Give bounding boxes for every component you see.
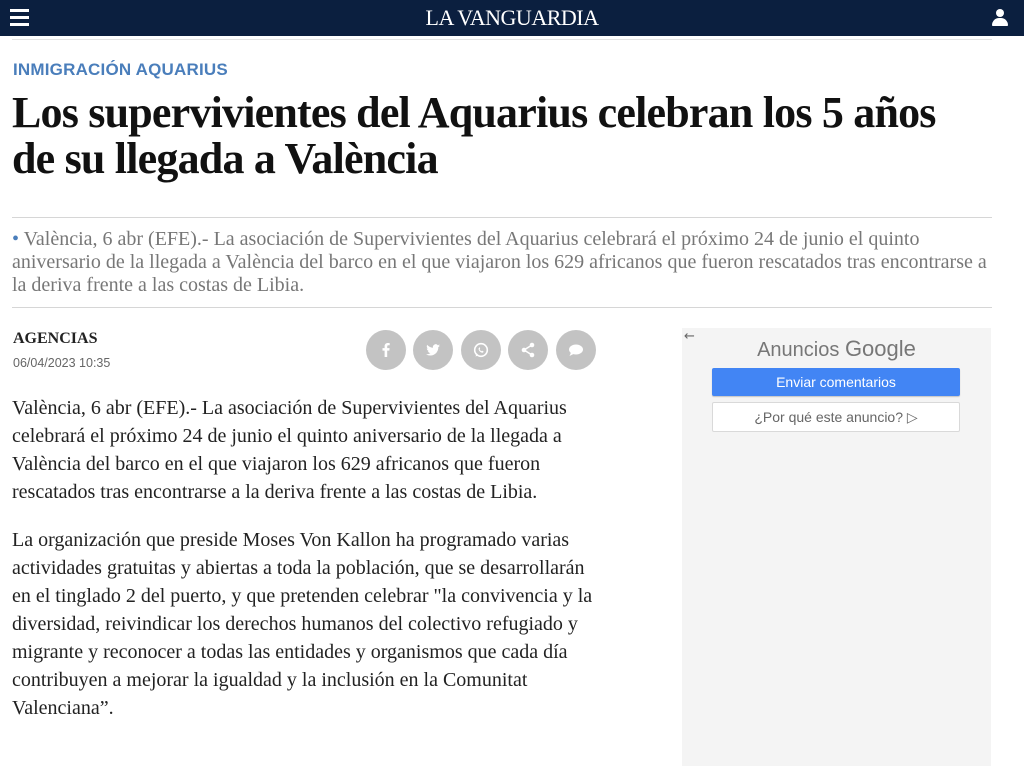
whatsapp-share-button[interactable]	[461, 330, 501, 370]
article-paragraph: La organización que preside Moses Von Kallon ha programado varias actividades gratuitas y abiertas a toda la población, que se desarrollarán en el tinglado 2 del puerto, y que pretenden celebrar "la convivencia y la diversidad, reivindicar los derechos humanos del colectivo refugiado y migrante y reconocer a todas las entidades y organismos que cada día contribuyen a mejorar la igualdad y la inclusión en la Comunitat Valenciana”.	[12, 529, 593, 719]
author-byline[interactable]: AGENCIAS	[13, 330, 98, 347]
ad-panel-title	[682, 336, 991, 362]
user-icon[interactable]	[992, 9, 1008, 26]
whatsapp-icon	[471, 340, 491, 360]
twitter-share-button[interactable]	[413, 330, 453, 370]
summary-bottom-divider	[12, 307, 992, 308]
share-icon	[518, 340, 538, 360]
ad-title-prefix: Anuncios	[757, 339, 840, 361]
twitter-icon	[423, 340, 443, 360]
summary-text: València, 6 abr (EFE).- La asociación de Supervivientes del Aquarius celebrará el próximo 24 de junio el quinto aniversario de la llegada a València del barco en el que viajaron los 629 africanos que fueron rescatados tras encontrarse a la deriva frente a las costas de Libia.	[12, 228, 987, 296]
header-divider	[12, 39, 992, 40]
generic-share-button[interactable]	[508, 330, 548, 370]
section-label[interactable]: INMIGRACIÓN AQUARIUS	[13, 60, 228, 79]
article-body	[12, 394, 602, 742]
comment-icon	[566, 340, 586, 360]
send-feedback-button[interactable]: Enviar comentarios	[712, 368, 960, 396]
article-headline: Los supervivientes del Aquarius celebran los 5 años de su llegada a València	[12, 88, 936, 183]
article-paragraph: València, 6 abr (EFE).- La asociación de Supervivientes del Aquarius celebrará el próximo 24 de junio el quinto aniversario de la llegada a València del barco en el que viajaron los 629 africanos que fueron rescatados tras encontrarse a la deriva frente a las costas de Libia.	[12, 397, 567, 503]
top-navigation-bar	[0, 0, 1024, 36]
why-this-ad-button[interactable]: ¿Por qué este anuncio? ▷	[712, 402, 960, 432]
google-logo: Google	[844, 336, 916, 361]
site-logo[interactable]: LA VANGUARDIA	[425, 5, 599, 30]
summary-bullet: •	[12, 228, 20, 250]
article-summary	[12, 228, 1002, 297]
comments-button[interactable]	[556, 330, 596, 370]
publish-date: 06/04/2023 10:35	[13, 356, 111, 370]
facebook-share-button[interactable]	[366, 330, 406, 370]
summary-top-divider	[12, 217, 992, 218]
google-ad-panel	[682, 328, 991, 766]
facebook-icon	[376, 340, 396, 360]
back-arrow-icon[interactable]: ←	[684, 329, 695, 344]
